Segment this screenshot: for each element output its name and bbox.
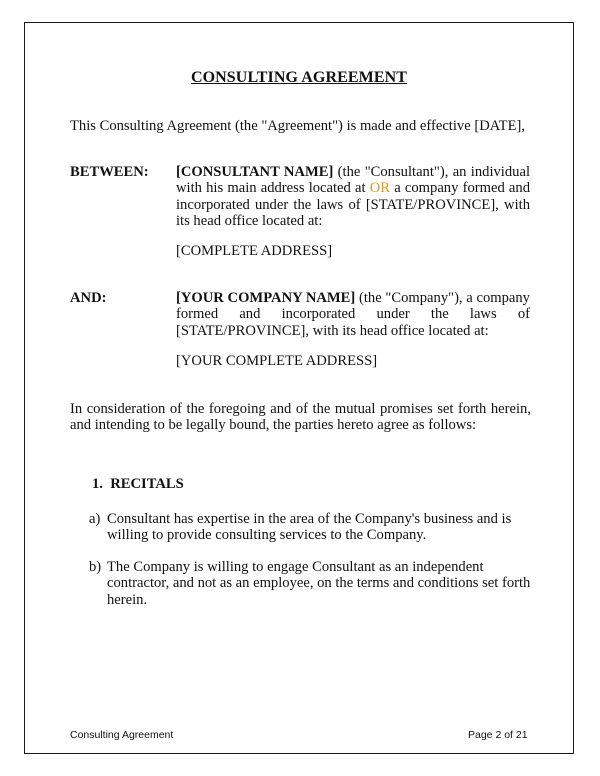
company-name-placeholder: [YOUR COMPANY NAME] [176,290,356,306]
list-item-text: The Company is willing to engage Consultant as an independent contractor, and not as an employee, on the terms and conditions set forth herein. [107,559,531,608]
intro-paragraph: This Consulting Agreement (the "Agreement") is made and effective [DATE], [70,118,525,134]
between-paragraph [176,164,530,229]
and-paragraph [176,290,530,339]
consultant-name-placeholder: [CONSULTANT NAME] [176,164,334,180]
section-title: RECITALS [110,476,184,492]
and-label: AND: [70,290,107,306]
list-item [89,511,531,544]
consideration-paragraph: In consideration of the foregoing and of the mutual promises set forth herein, and intending to be legally bound, the parties hereto agree as follows: [70,401,531,434]
between-label: BETWEEN: [70,164,149,180]
document-title: CONSULTING AGREEMENT [190,69,408,86]
list-item-text: Consultant has expertise in the area of the Company's business and is willing to provide consulting services to the Company. [107,511,512,544]
section-heading [92,476,184,493]
footer-page-number: Page 2 of 21 [468,729,528,741]
list-item-marker: b) [89,559,102,575]
section-number: 1. [92,476,103,492]
between-text-a: (the "Consultant"), an individual with his main address located at [176,164,530,197]
and-text: (the "Company"), a company formed and incorporated under the laws of [STATE/PROVINCE], with its head office located at: [176,290,530,339]
consultant-address-placeholder: [COMPLETE ADDRESS] [176,243,333,259]
list-item [89,559,531,608]
list-item-marker: a) [89,511,101,527]
or-highlight: OR [369,180,391,197]
between-text-b: a company formed and incorporated under the laws of [STATE/PROVINCE], with its head office located at: [176,180,531,229]
footer-document-name: Consulting Agreement [70,729,174,741]
company-address-placeholder: [YOUR COMPLETE ADDRESS] [176,353,378,369]
document-page [24,22,574,754]
